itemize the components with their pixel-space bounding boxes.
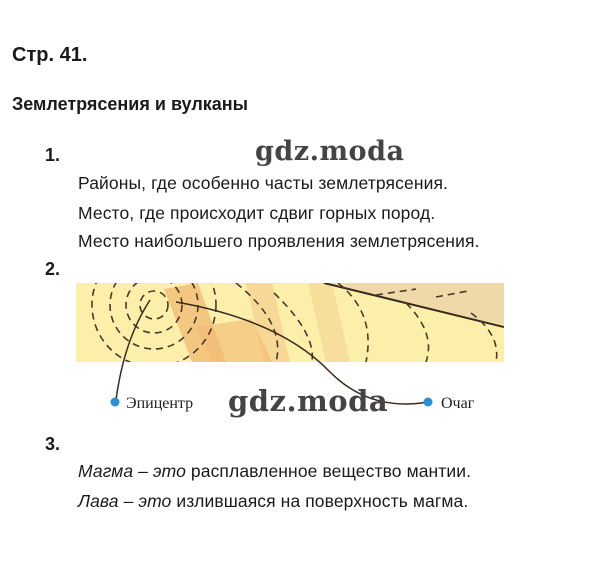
term-magma: Магма – это: [78, 461, 186, 481]
task-3-number: 3.: [45, 434, 61, 454]
watermark-top: gdz.moda: [255, 136, 405, 167]
epicenter-label: Эпицентр: [126, 395, 194, 412]
term-lava: Лава – это: [78, 491, 172, 511]
task-1-answer-3: Место наибольшего проявления землетрясения.: [78, 231, 480, 251]
task-1-number: 1.: [45, 145, 61, 165]
task-3-answer-2: [78, 491, 468, 512]
task-1-answer-2: Место, где происходит сдвиг горных пород.: [78, 203, 436, 223]
definition-magma: расплавленное вещество мантии.: [185, 461, 472, 481]
task-1-answer-1: Районы, где особенно часты землетрясения.: [78, 173, 448, 193]
earthquake-map-figure: [76, 283, 504, 362]
definition-lava: излившаяся на поверхность магма.: [171, 491, 469, 511]
task-2-number: 2.: [45, 259, 61, 279]
focus-marker: [424, 398, 433, 407]
task-3-answer-1: [78, 461, 471, 482]
topic-title: Землетрясения и вулканы: [12, 94, 249, 114]
page-reference: Стр. 41.: [12, 44, 88, 66]
focus-label: Очаг: [441, 395, 475, 412]
epicenter-marker: [111, 398, 120, 407]
watermark-bottom: gdz.moda: [228, 384, 389, 418]
